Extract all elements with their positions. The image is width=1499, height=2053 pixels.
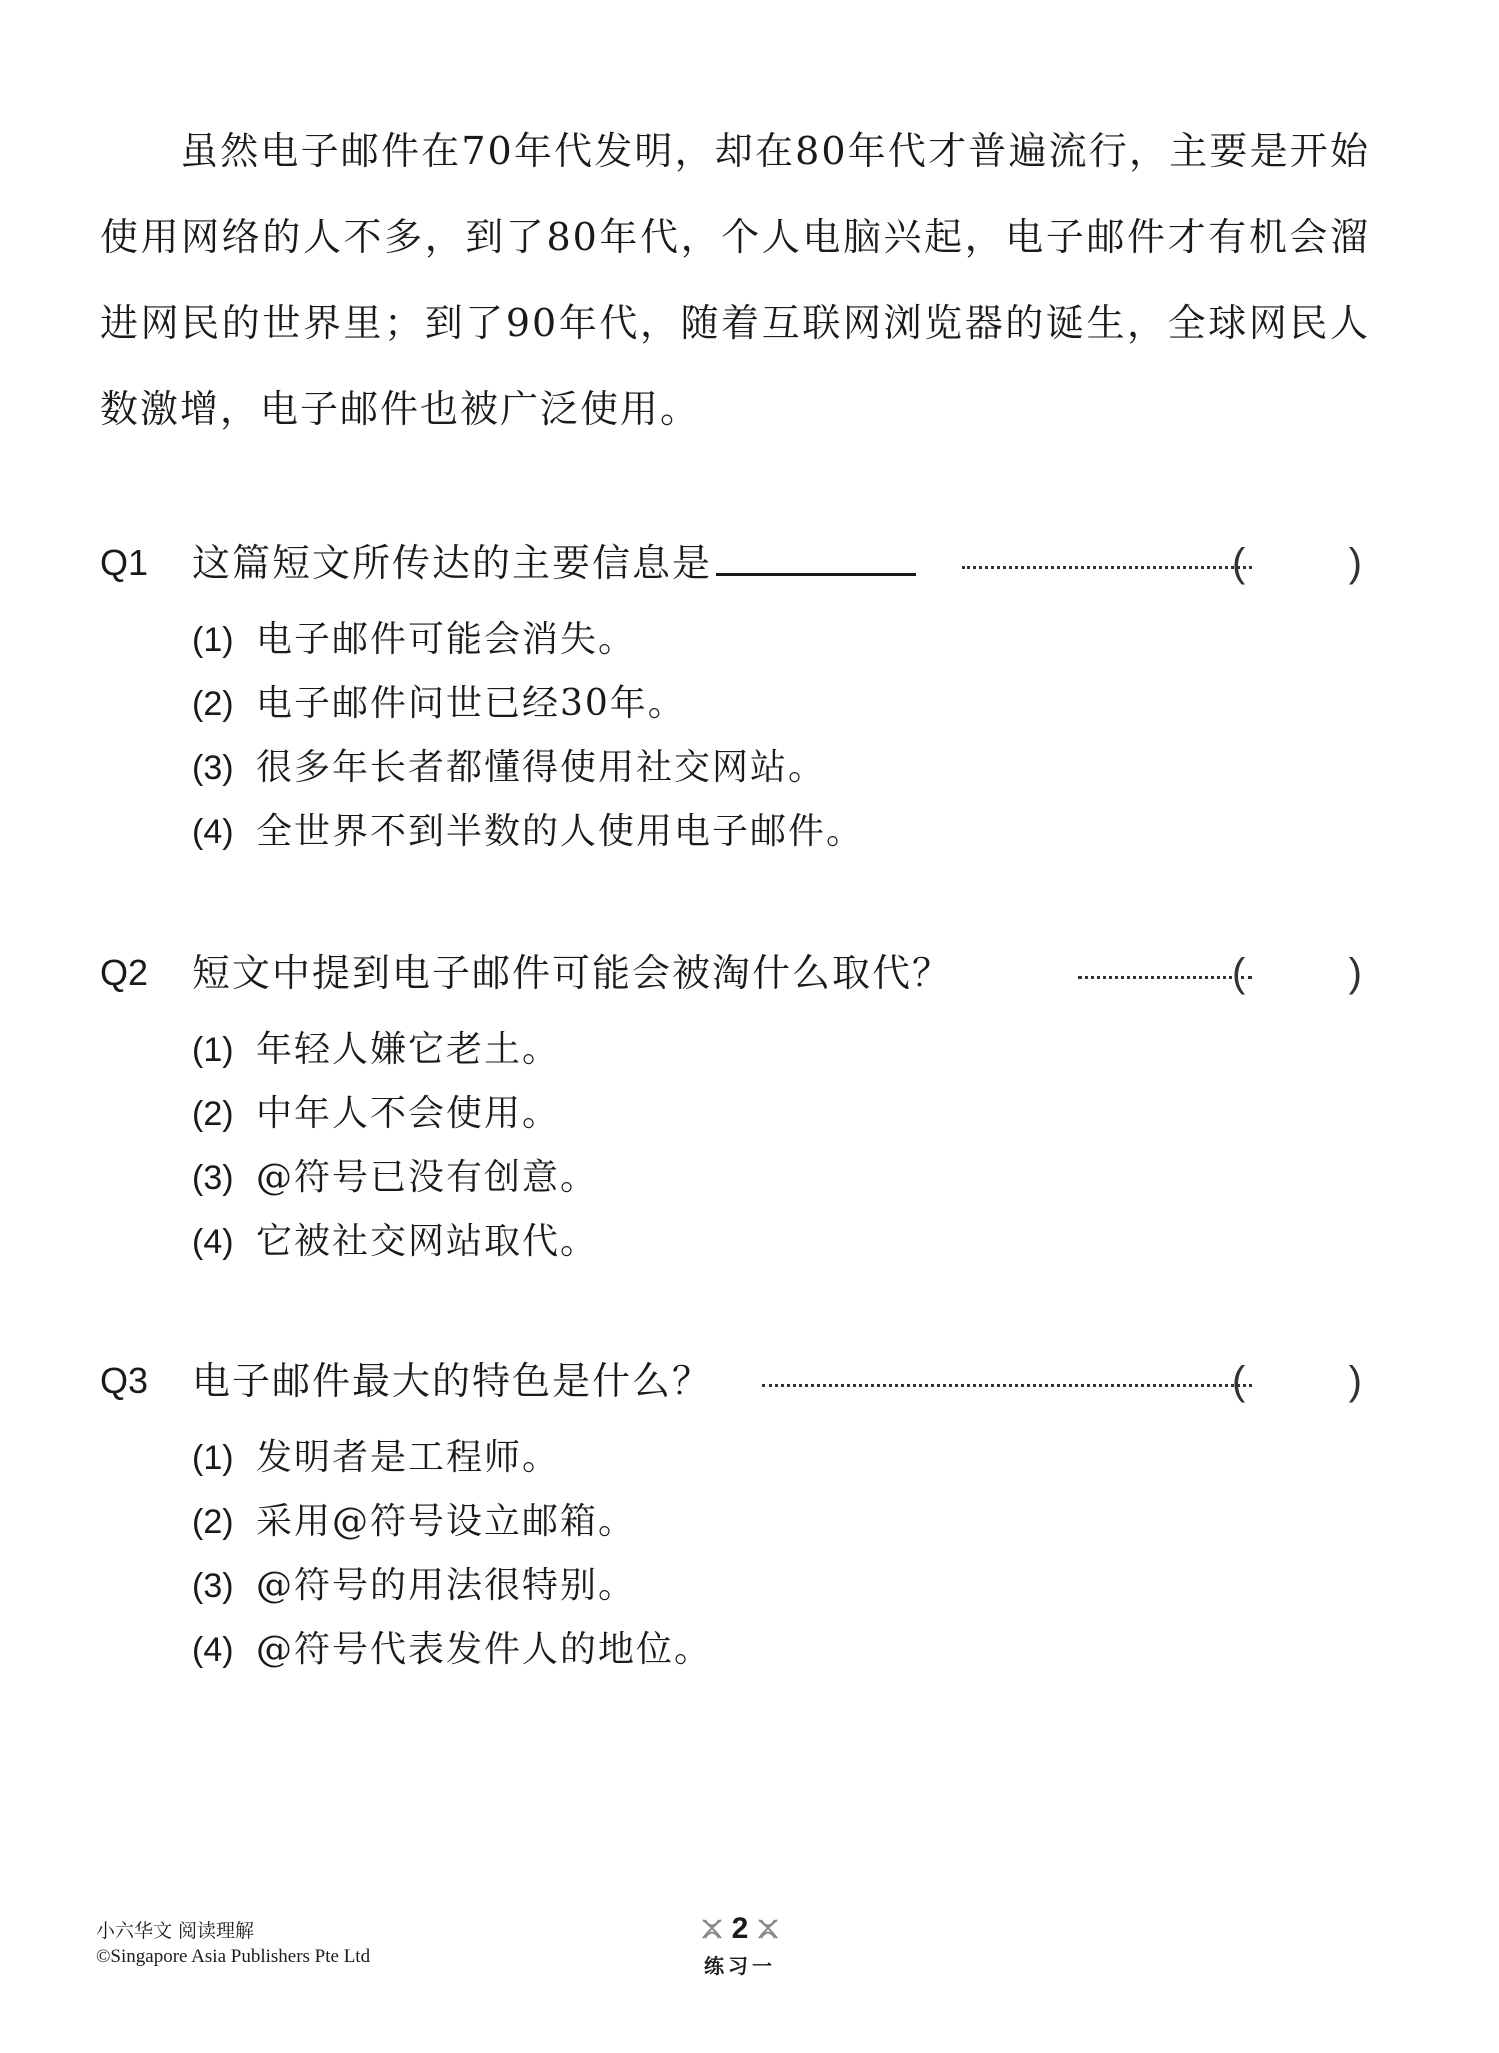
option-number: (4) xyxy=(192,1223,234,1261)
option-number: (4) xyxy=(192,813,234,851)
bracket-close: ) xyxy=(1348,951,1362,995)
option-number: (3) xyxy=(192,749,234,787)
option-item xyxy=(192,1018,1400,1082)
option-text: 它被社交网站取代。 xyxy=(256,1221,599,1262)
option-item xyxy=(192,1146,1400,1210)
option-item xyxy=(192,1210,1400,1274)
option-text: 发明者是工程师。 xyxy=(256,1437,561,1478)
option-item xyxy=(192,1490,1400,1554)
bracket-open: ( xyxy=(1232,951,1246,995)
ornament-icon xyxy=(756,1917,780,1941)
option-item xyxy=(192,1426,1400,1490)
option-item xyxy=(192,736,1400,800)
option-text: 中年人不会使用。 xyxy=(256,1093,561,1134)
option-number: (1) xyxy=(192,1031,234,1069)
question-header xyxy=(100,1346,1400,1416)
option-text: 电子邮件问世已经30年。 xyxy=(256,683,686,724)
footer-left xyxy=(96,1918,370,1970)
question-3 xyxy=(100,1346,1400,1682)
option-text: 采用@符号设立邮箱。 xyxy=(256,1501,637,1542)
option-number: (4) xyxy=(192,1631,234,1669)
leader-dots xyxy=(1078,976,1252,979)
fill-in-blank-line xyxy=(716,529,916,576)
option-text: @符号的用法很特别。 xyxy=(256,1565,637,1606)
ornament-icon xyxy=(700,1917,724,1941)
leader-dots xyxy=(762,1384,1252,1387)
question-text: 短文中提到电子邮件可能会被淘什么取代？ xyxy=(192,951,953,995)
question-header xyxy=(100,528,1400,598)
option-item xyxy=(192,1618,1400,1682)
question-number: Q3 xyxy=(100,1360,149,1401)
leader-dots xyxy=(962,566,1252,569)
option-text: 全世界不到半数的人使用电子邮件。 xyxy=(256,811,865,852)
copyright-text: ©Singapore Asia Publishers Pte Ltd xyxy=(96,1946,371,1967)
option-text: @符号代表发件人的地位。 xyxy=(256,1629,713,1670)
option-number: (1) xyxy=(192,621,234,659)
option-number: (2) xyxy=(192,685,234,723)
book-title: 小六华文 阅读理解 xyxy=(96,1920,255,1942)
question-prompt: 这篇短文所传达的主要信息是 xyxy=(192,541,713,585)
page-number: 2 xyxy=(731,1912,749,1945)
option-number: (2) xyxy=(192,1503,234,1541)
answer-bracket[interactable] xyxy=(1232,528,1362,598)
option-text: 很多年长者都懂得使用社交网站。 xyxy=(256,747,827,788)
bracket-close: ) xyxy=(1348,541,1362,585)
question-text xyxy=(192,528,916,598)
reading-passage: 虽然电子邮件在70年代发明，却在80年代才普遍流行，主要是开始使用网络的人不多，到了80年代，个人电脑兴起，电子邮件才有机会溜进网民的世界里；到了90年代，随着互联网浏览器的诞生，全球网民人数激增，电子邮件也被广泛使用。 xyxy=(100,129,1370,431)
question-number: Q2 xyxy=(100,952,149,993)
option-number: (1) xyxy=(192,1439,234,1477)
options-list xyxy=(192,608,1400,864)
question-1 xyxy=(100,528,1400,864)
options-list xyxy=(192,1426,1400,1682)
option-number: (2) xyxy=(192,1095,234,1133)
bracket-open: ( xyxy=(1232,541,1246,585)
option-number: (3) xyxy=(192,1159,234,1197)
option-item xyxy=(192,672,1400,736)
answer-bracket[interactable] xyxy=(1232,938,1362,1008)
question-text: 电子邮件最大的特色是什么？ xyxy=(192,1359,713,1403)
option-item xyxy=(192,800,1400,864)
answer-bracket[interactable] xyxy=(1232,1346,1362,1416)
bracket-open: ( xyxy=(1232,1359,1246,1403)
option-item xyxy=(192,1082,1400,1146)
page-footer-center xyxy=(680,1912,800,1979)
option-item xyxy=(192,608,1400,672)
question-2 xyxy=(100,938,1400,1274)
options-list xyxy=(192,1018,1400,1274)
option-number: (3) xyxy=(192,1567,234,1605)
option-text: @符号已没有创意。 xyxy=(256,1157,599,1198)
option-text: 电子邮件可能会消失。 xyxy=(256,619,637,660)
bracket-close: ) xyxy=(1348,1359,1362,1403)
option-item xyxy=(192,1554,1400,1618)
exercise-label: 练习一 xyxy=(704,1954,776,1978)
question-number: Q1 xyxy=(100,542,149,583)
page-number-row xyxy=(680,1912,800,1946)
option-text: 年轻人嫌它老土。 xyxy=(256,1029,561,1070)
question-header xyxy=(100,938,1400,1008)
